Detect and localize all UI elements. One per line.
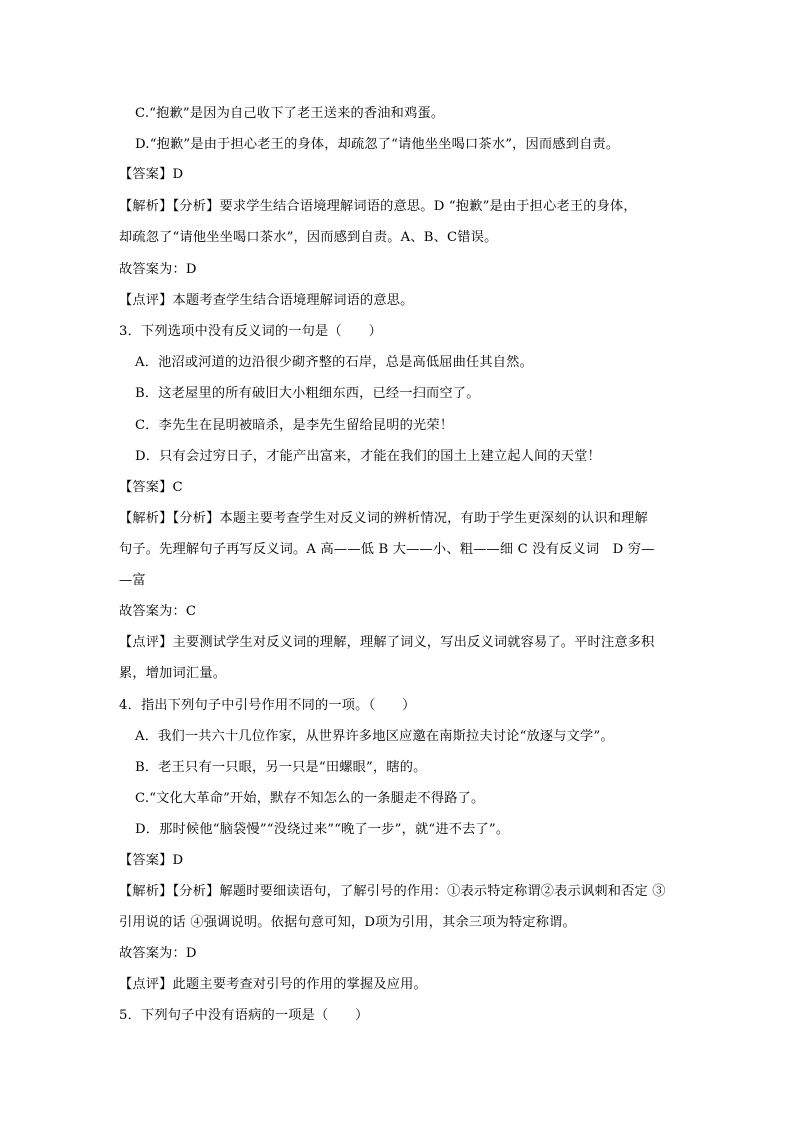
answer-line: 【答案】D: [119, 167, 184, 182]
q3-comment-cont: 累，增加词汇量。: [119, 666, 227, 681]
q4-option-b: B．老王只有一只眼，另一只是“田螺眼”，瞎的。: [135, 760, 427, 775]
analysis-line-cont: 却疏忽了“请他坐坐喝口茶水”，因而感到自责。A、B、C错误。: [119, 230, 498, 245]
q3-answer: 【答案】C: [119, 480, 183, 495]
q3-analysis-cont-2: —富: [119, 573, 146, 588]
question-4-title: 4．指出下列句子中引号作用不同的一项。（ ）: [119, 698, 416, 713]
q3-option-d: D．只有会过穷日子，才能产出富来，才能在我们的国土上建立起人间的天堂！: [135, 449, 601, 464]
option-c-text: C.“抱歉”是因为自己收下了老王送来的香油和鸡蛋。: [135, 106, 445, 121]
q4-final-answer: 故答案为：D: [119, 946, 197, 961]
question-5-title: 5．下列句子中没有语病的一项是（ ）: [119, 1008, 369, 1023]
q4-answer: 【答案】D: [119, 853, 184, 868]
q3-option-b: B．这老屋里的所有破旧大小粗细东西，已经一扫而空了。: [135, 386, 480, 401]
q3-comment: 【点评】主要测试学生对反义词的理解，理解了词义，写出反义词就容易了。平时注意多积: [119, 635, 655, 650]
option-d-text: D.“抱歉”是由于担心老王的身体，却疏忽了“请他坐坐喝口茶水”，因而感到自责。: [135, 137, 620, 152]
comment-line: 【点评】本题考查学生结合语境理解词语的意思。: [119, 293, 414, 308]
q4-analysis-cont: 引用说的话 ④强调说明。依据句意可知，D项为引用，其余三项为特定称谓。: [119, 915, 576, 930]
analysis-line: 【解析】【分析】要求学生结合语境理解词语的意思。D “抱歉”是由于担心老王的身体，: [119, 199, 637, 214]
q3-option-a: A．池沼或河道的边沿很少砌齐整的石岸，总是高低屈曲任其自然。: [135, 355, 533, 370]
q4-comment: 【点评】此题主要考查对引号的作用的掌握及应用。: [119, 977, 427, 992]
q3-analysis: 【解析】【分析】本题主要考查学生对反义词的辨析情况，有助于学生更深刻的认识和理解: [119, 511, 648, 526]
q3-analysis-cont: 句子。先理解句子再写反义词。A 高——低 B 大——小、粗——细 C 没有反义词 D 穷—: [119, 542, 655, 557]
q3-option-c: C．李先生在昆明被暗杀，是李先生留给昆明的光荣！: [135, 418, 454, 433]
q4-option-a: A．我们一共六十几位作家，从世界许多地区应邀在南斯拉夫讨论“放逐与文学”。: [135, 729, 614, 744]
final-answer-line: 故答案为：D: [119, 262, 197, 277]
question-3-title: 3．下列选项中没有反义词的一句是（ ）: [119, 324, 382, 339]
q3-final-answer: 故答案为：C: [119, 604, 197, 619]
q4-analysis: 【解析】【分析】解题时要细读语句，了解引号的作用：①表示特定称谓②表示讽刺和否定 ③: [119, 884, 666, 899]
q4-option-c: C.“文化大革命”开始，默存不知怎么的一条腿走不得路了。: [135, 791, 485, 806]
q4-option-d: D．那时候他“脑袋慢”“没绕过来”“晚了一步”，就“进不去了”。: [135, 822, 510, 837]
